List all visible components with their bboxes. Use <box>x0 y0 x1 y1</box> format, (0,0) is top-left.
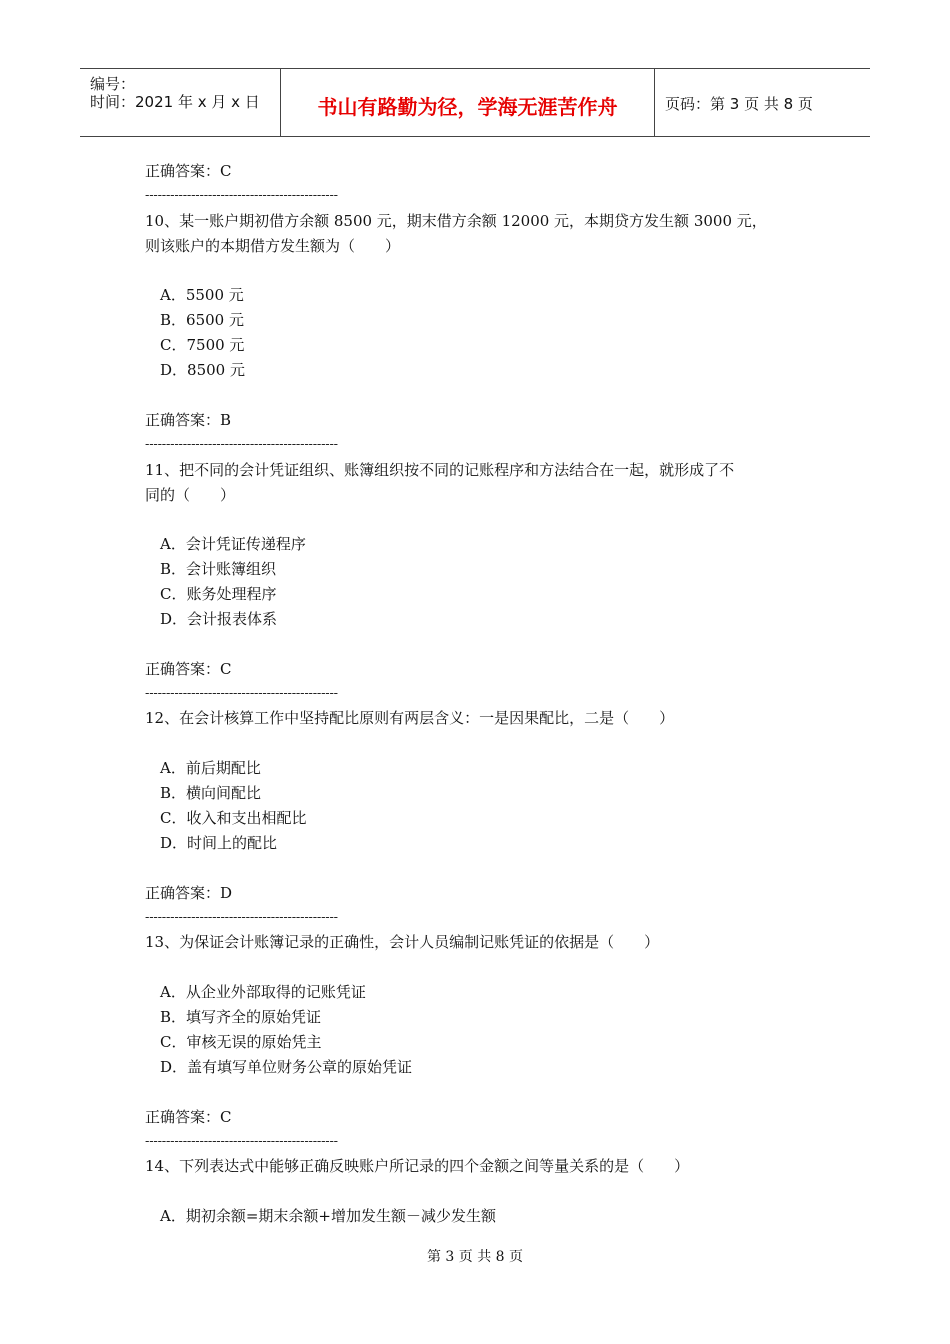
separator: ---------------------------------------------- <box>145 188 338 203</box>
question-13-option-d: D．盖有填写单位财务公章的原始凭证 <box>160 1058 413 1076</box>
separator: ---------------------------------------------- <box>145 686 338 701</box>
time-label: 时间：2021 年 x 月 x 日 <box>90 93 260 111</box>
motto: 书山有路勤为径，学海无涯苦作舟 <box>317 95 618 119</box>
page-header <box>80 68 870 137</box>
answer-11: 正确答案：C <box>145 660 232 678</box>
page-footer: 第 3 页 共 8 页 <box>426 1249 524 1265</box>
question-10-option-b: B．6500 元 <box>160 311 244 329</box>
question-10-line-2: 则该账户的本期借方发生额为（ ） <box>145 237 401 255</box>
header-left-cell <box>80 69 281 136</box>
question-13-option-b: B．填写齐全的原始凭证 <box>160 1008 322 1026</box>
answer-10: 正确答案：B <box>145 411 232 429</box>
question-11-option-b: B．会计账簿组织 <box>160 560 277 578</box>
question-12-option-d: D．时间上的配比 <box>160 834 278 852</box>
question-14-line-1: 14、下列表达式中能够正确反映账户所记录的四个金额之间等量关系的是（ ） <box>145 1157 690 1175</box>
separator: ---------------------------------------------- <box>145 910 338 925</box>
question-14-option-a: A．期初余额=期末余额+增加发生额－减少发生额 <box>160 1207 496 1225</box>
question-12-option-b: B．横向间配比 <box>160 784 262 802</box>
separator: ---------------------------------------------- <box>145 437 338 452</box>
question-10-option-a: A．5500 元 <box>160 286 244 304</box>
question-13-option-a: A．从企业外部取得的记账凭证 <box>160 983 366 1001</box>
answer-9: 正确答案：C <box>145 162 232 180</box>
question-10-option-c: C．7500 元 <box>160 336 245 354</box>
question-10-line-1: 10、某一账户期初借方余额 8500 元，期末借方余额 12000 元，本期贷方发生额 3000 元， <box>145 212 767 230</box>
question-12-line-1: 12、在会计核算工作中坚持配比原则有两层含义：一是因果配比，二是（ ） <box>145 709 675 727</box>
header-right-cell <box>655 69 870 136</box>
question-11-line-2: 同的（ ） <box>145 486 236 504</box>
question-11-line-1: 11、把不同的会计凭证组织、账簿组织按不同的记账程序和方法结合在一起，就形成了不 <box>145 461 735 479</box>
number-label: 编号： <box>90 75 136 93</box>
question-10-option-d: D．8500 元 <box>160 361 245 379</box>
question-11-option-c: C．账务处理程序 <box>160 585 277 603</box>
separator: ---------------------------------------------- <box>145 1134 338 1149</box>
question-12-option-a: A．前后期配比 <box>160 759 261 777</box>
question-11-option-d: D．会计报表体系 <box>160 610 278 628</box>
question-13-line-1: 13、为保证会计账簿记录的正确性，会计人员编制记账凭证的依据是（ ） <box>145 933 660 951</box>
header-mid-cell <box>281 69 655 136</box>
question-11-option-a: A．会计凭证传递程序 <box>160 535 306 553</box>
question-12-option-c: C．收入和支出相配比 <box>160 809 307 827</box>
answer-12: 正确答案：D <box>145 884 233 902</box>
answer-13: 正确答案：C <box>145 1108 232 1126</box>
page-info: 页码：第 3 页 共 8 页 <box>665 95 813 113</box>
question-13-option-c: C．审核无误的原始凭主 <box>160 1033 322 1051</box>
